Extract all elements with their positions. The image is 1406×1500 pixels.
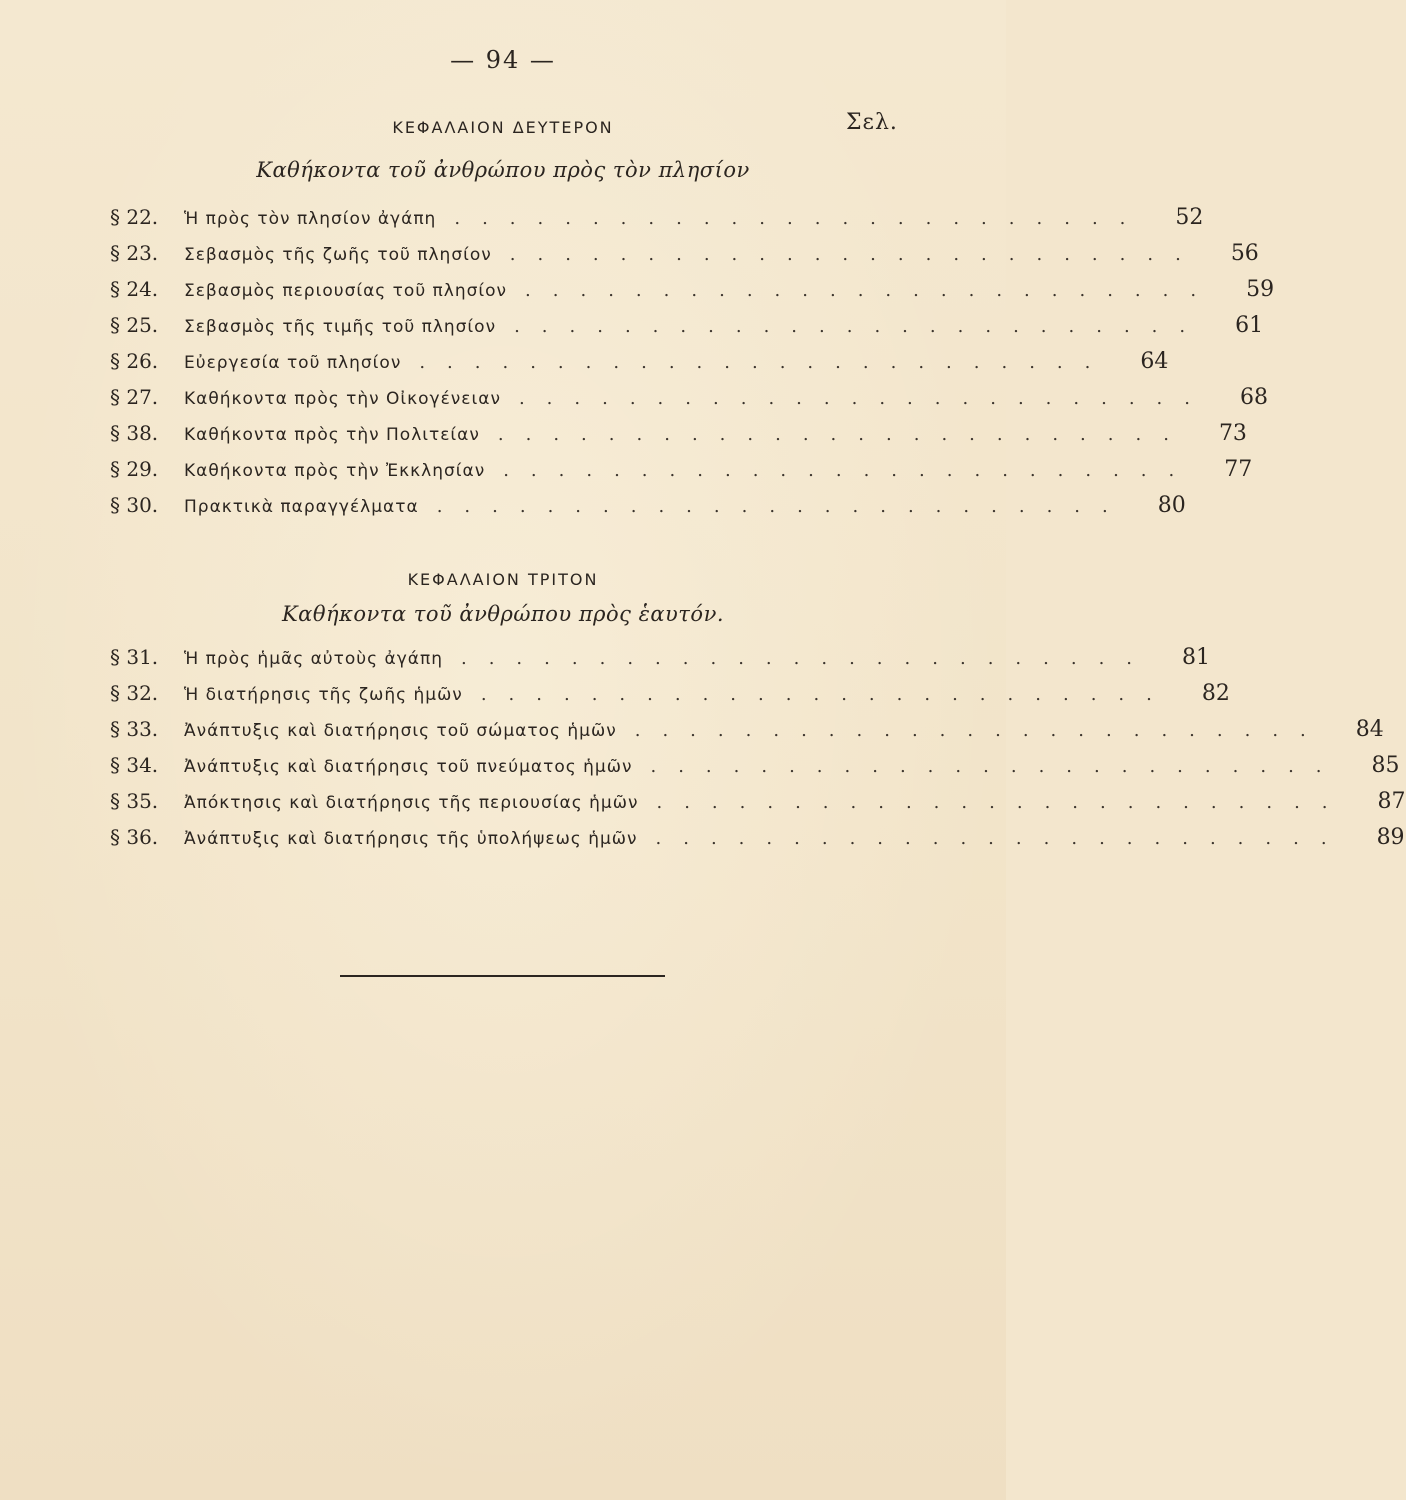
- toc-entry: [110, 205, 1204, 241]
- toc-entry: [110, 825, 1405, 861]
- dot-leader: .........................: [634, 720, 1328, 741]
- entry-title: Ἀνάπτυξις καὶ διατήρησις τοῦ σώματος ἡμῶν: [184, 721, 617, 741]
- entry-title: Ἡ πρὸς τὸν πλησίον ἀγάπη: [184, 209, 437, 229]
- page-ref: 59: [1246, 277, 1275, 302]
- dot-leader: .........................: [650, 756, 1344, 777]
- entry-title: Καθήκοντα πρὸς τὴν Οἰκογένειαν: [184, 389, 501, 409]
- page-ref: 80: [1157, 493, 1186, 518]
- dot-leader: .........................: [509, 244, 1203, 265]
- toc-entry: [110, 717, 1384, 753]
- entry-title: Καθήκοντα πρὸς τὴν Πολιτείαν: [184, 425, 480, 445]
- page-ref: 82: [1201, 681, 1230, 706]
- page-ref: 61: [1235, 313, 1264, 338]
- entry-title: Ἀνάπτυξις καὶ διατήρησις τοῦ πνεύματος ἡμῶν: [184, 757, 633, 777]
- chapter-heading: ΚΕΦΑΛΑΙΟΝ ΔΕΥΤΕΡΟΝ: [392, 118, 614, 137]
- page-ref: 68: [1240, 385, 1268, 410]
- dot-leader: .........................: [454, 208, 1148, 229]
- toc-entry: [110, 385, 1268, 421]
- page-number: — 94 —: [450, 46, 556, 74]
- toc-entry: [110, 493, 1186, 529]
- dot-leader: .........................: [514, 316, 1208, 337]
- entry-title: Ἀπόκτησις καὶ διατήρησις τῆς περιουσίας ἡμῶν: [184, 793, 639, 813]
- dot-leader: .........................: [419, 352, 1113, 373]
- page-ref: 81: [1182, 645, 1211, 670]
- toc-section-chapter-3: [110, 645, 1406, 861]
- page-ref: 85: [1371, 753, 1400, 778]
- toc-entry: [110, 681, 1230, 717]
- section-number: § 22.: [110, 205, 159, 229]
- dot-leader: .........................: [503, 460, 1197, 481]
- page-ref: 87: [1377, 789, 1406, 814]
- section-number: § 30.: [110, 493, 159, 517]
- section-number: § 36.: [110, 825, 159, 849]
- section-number: § 33.: [110, 717, 159, 741]
- entry-title: Ἡ πρὸς ἡμᾶς αὐτοὺς ἀγάπη: [184, 649, 443, 669]
- closing-rule: [340, 975, 665, 977]
- page-ref: 77: [1224, 457, 1253, 482]
- section-number: § 29.: [110, 457, 159, 481]
- section-number: § 27.: [110, 385, 159, 409]
- dot-leader: .........................: [497, 424, 1191, 445]
- section-number: § 38.: [110, 421, 159, 445]
- page-column-label: Σελ.: [846, 110, 898, 135]
- page-ref: 89: [1376, 825, 1405, 850]
- entry-title: Ἀνάπτυξις καὶ διατήρησις τῆς ὑπολήψεως ἡμῶν: [184, 829, 638, 849]
- dot-leader: .........................: [480, 684, 1174, 705]
- dot-leader: .........................: [525, 280, 1219, 301]
- entry-title: Εὐεργεσία τοῦ πλησίον: [184, 353, 402, 373]
- page-ref: 56: [1230, 241, 1259, 266]
- entry-title: Σεβασμὸς περιουσίας τοῦ πλησίον: [184, 281, 508, 301]
- dot-leader: .........................: [518, 388, 1212, 409]
- section-number: § 31.: [110, 645, 159, 669]
- section-number: § 25.: [110, 313, 159, 337]
- toc-section-chapter-2: [110, 205, 1275, 529]
- toc-entry: [110, 241, 1259, 277]
- toc-entry: [110, 313, 1264, 349]
- page-ref: 73: [1218, 421, 1247, 446]
- section-number: § 35.: [110, 789, 159, 813]
- toc-entry: [110, 753, 1400, 789]
- section-number: § 34.: [110, 753, 159, 777]
- chapter-heading: ΚΕΦΑΛΑΙΟΝ ΤΡΙΤΟΝ: [407, 570, 599, 589]
- dot-leader: .........................: [656, 792, 1350, 813]
- toc-entry: [110, 349, 1169, 385]
- toc-entry: [110, 789, 1406, 825]
- entry-title: Σεβασμὸς τῆς τιμῆς τοῦ πλησίον: [184, 317, 497, 337]
- dot-leader: .........................: [460, 648, 1155, 669]
- entry-title: Σεβασμὸς τῆς ζωῆς τοῦ πλησίον: [184, 245, 492, 265]
- toc-entry: [110, 645, 1211, 681]
- toc-entry: [110, 277, 1275, 313]
- dot-leader: .........................: [436, 496, 1130, 517]
- section-number: § 26.: [110, 349, 159, 373]
- chapter-subtitle: Καθήκοντα τοῦ ἀνθρώπου πρὸς ἑαυτόν.: [281, 602, 725, 626]
- section-number: § 32.: [110, 681, 159, 705]
- toc-entry: [110, 421, 1247, 457]
- dot-leader: .........................: [655, 828, 1349, 849]
- page-ref: 64: [1140, 349, 1169, 374]
- section-number: § 24.: [110, 277, 159, 301]
- entry-title: Πρακτικὰ παραγγέλματα: [184, 497, 419, 517]
- page-ref: 84: [1355, 717, 1384, 742]
- page-ref: 52: [1175, 205, 1204, 230]
- section-number: § 23.: [110, 241, 159, 265]
- chapter-subtitle: Καθήκοντα τοῦ ἀνθρώπου πρὸς τὸν πλησίον: [256, 158, 750, 182]
- toc-entry: [110, 457, 1253, 493]
- entry-title: Καθήκοντα πρὸς τὴν Ἐκκλησίαν: [184, 461, 486, 481]
- entry-title: Ἡ διατήρησις τῆς ζωῆς ἡμῶν: [184, 685, 463, 705]
